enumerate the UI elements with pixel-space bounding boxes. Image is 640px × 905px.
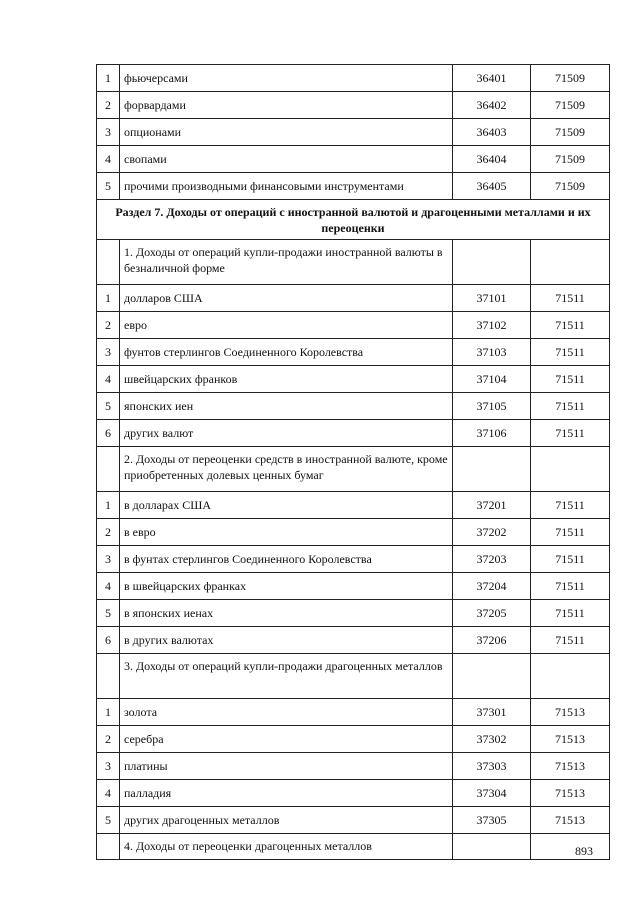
row-number: 1 — [97, 492, 120, 519]
row-label: прочими производными финансовыми инструментами — [120, 173, 453, 200]
account-code: 37303 — [453, 753, 531, 780]
account-code: 37304 — [453, 780, 531, 807]
table-row — [97, 780, 610, 807]
row-number: 1 — [97, 699, 120, 726]
row-number: 4 — [97, 366, 120, 393]
row-label: в швейцарских франках — [120, 573, 453, 600]
page-number: 893 — [575, 844, 593, 858]
section-heading-row — [97, 200, 610, 240]
row-number: 3 — [97, 753, 120, 780]
row-label: японских иен — [120, 393, 453, 420]
table-row — [97, 753, 610, 780]
row-number: 5 — [97, 393, 120, 420]
table-row — [97, 420, 610, 447]
symbol-code: 71513 — [531, 807, 610, 834]
account-code: 37301 — [453, 699, 531, 726]
accounts-table — [96, 64, 610, 860]
group-title: 3. Доходы от операций купли-продажи драгоценных металлов — [120, 654, 453, 699]
account-code: 36404 — [453, 146, 531, 173]
row-label: евро — [120, 312, 453, 339]
table-row — [97, 119, 610, 146]
symbol-code: 71511 — [531, 600, 610, 627]
table-row — [97, 699, 610, 726]
symbol-code: 71511 — [531, 492, 610, 519]
row-label: платины — [120, 753, 453, 780]
account-code: 37103 — [453, 339, 531, 366]
group-heading-row — [97, 654, 610, 699]
account-code: 36402 — [453, 92, 531, 119]
group-number-cell — [97, 447, 120, 492]
row-number: 4 — [97, 780, 120, 807]
empty-code-cell — [453, 240, 531, 285]
row-label: серебра — [120, 726, 453, 753]
account-code: 37102 — [453, 312, 531, 339]
row-number: 6 — [97, 627, 120, 654]
account-code: 37104 — [453, 366, 531, 393]
group-number-cell — [97, 834, 120, 860]
row-number: 3 — [97, 546, 120, 573]
table-row — [97, 573, 610, 600]
account-code: 37205 — [453, 600, 531, 627]
group-number-cell — [97, 240, 120, 285]
group-heading-row — [97, 834, 610, 860]
symbol-code: 71509 — [531, 65, 610, 92]
table-row — [97, 92, 610, 119]
symbol-code: 71511 — [531, 573, 610, 600]
account-code: 37106 — [453, 420, 531, 447]
table-row — [97, 627, 610, 654]
group-title: 1. Доходы от операций купли-продажи иностранной валюты в безналичной форме — [120, 240, 453, 285]
row-number: 2 — [97, 312, 120, 339]
row-label: швейцарских франков — [120, 366, 453, 393]
table-row — [97, 519, 610, 546]
symbol-code: 71511 — [531, 393, 610, 420]
table-row — [97, 65, 610, 92]
symbol-code: 71511 — [531, 285, 610, 312]
row-label: золота — [120, 699, 453, 726]
symbol-code: 71511 — [531, 420, 610, 447]
symbol-code: 71511 — [531, 627, 610, 654]
account-code: 36401 — [453, 65, 531, 92]
row-number: 1 — [97, 65, 120, 92]
row-number: 4 — [97, 146, 120, 173]
row-number: 1 — [97, 285, 120, 312]
row-label: других драгоценных металлов — [120, 807, 453, 834]
account-code: 37202 — [453, 519, 531, 546]
empty-code-cell — [453, 654, 531, 699]
row-label: палладия — [120, 780, 453, 807]
symbol-code: 71513 — [531, 780, 610, 807]
account-code: 37204 — [453, 573, 531, 600]
table-row — [97, 146, 610, 173]
symbol-code: 71513 — [531, 699, 610, 726]
row-number: 5 — [97, 173, 120, 200]
account-code: 37201 — [453, 492, 531, 519]
row-number: 5 — [97, 807, 120, 834]
account-code: 37203 — [453, 546, 531, 573]
row-label: других валют — [120, 420, 453, 447]
account-code: 36403 — [453, 119, 531, 146]
table-row — [97, 173, 610, 200]
group-heading-row — [97, 240, 610, 285]
row-number: 5 — [97, 600, 120, 627]
row-label: долларов США — [120, 285, 453, 312]
account-code: 37302 — [453, 726, 531, 753]
row-number: 2 — [97, 92, 120, 119]
symbol-code: 71511 — [531, 312, 610, 339]
symbol-code: 71509 — [531, 119, 610, 146]
account-code: 37305 — [453, 807, 531, 834]
table-row — [97, 339, 610, 366]
row-label: фьючерсами — [120, 65, 453, 92]
account-code: 37101 — [453, 285, 531, 312]
table-row — [97, 393, 610, 420]
row-label: в других валютах — [120, 627, 453, 654]
row-number: 2 — [97, 519, 120, 546]
section-title: Раздел 7. Доходы от операций с иностранной валютой и драгоценными металлами и их переоценки — [97, 200, 610, 240]
table-row — [97, 807, 610, 834]
row-number: 6 — [97, 420, 120, 447]
row-number: 2 — [97, 726, 120, 753]
row-label: в евро — [120, 519, 453, 546]
empty-code-cell — [453, 834, 531, 860]
account-code: 37105 — [453, 393, 531, 420]
row-label: в японских иенах — [120, 600, 453, 627]
row-label: в долларах США — [120, 492, 453, 519]
symbol-code: 71513 — [531, 753, 610, 780]
empty-code-cell — [531, 240, 610, 285]
table-row — [97, 285, 610, 312]
row-label: свопами — [120, 146, 453, 173]
table-row — [97, 600, 610, 627]
symbol-code: 71511 — [531, 366, 610, 393]
symbol-code: 71513 — [531, 726, 610, 753]
group-number-cell — [97, 654, 120, 699]
row-number: 3 — [97, 119, 120, 146]
group-title: 2. Доходы от переоценки средств в иностранной валюте, кроме приобретенных долевых ценных бумаг — [120, 447, 453, 492]
empty-code-cell — [531, 447, 610, 492]
table-row — [97, 312, 610, 339]
symbol-code: 71511 — [531, 546, 610, 573]
row-label: в фунтах стерлингов Соединенного Королевства — [120, 546, 453, 573]
symbol-code: 71509 — [531, 173, 610, 200]
symbol-code: 71511 — [531, 519, 610, 546]
row-label: фунтов стерлингов Соединенного Королевства — [120, 339, 453, 366]
group-heading-row — [97, 447, 610, 492]
account-code: 37206 — [453, 627, 531, 654]
symbol-code: 71509 — [531, 146, 610, 173]
group-title: 4. Доходы от переоценки драгоценных металлов — [120, 834, 453, 860]
empty-code-cell — [453, 447, 531, 492]
row-label: опционами — [120, 119, 453, 146]
table-row — [97, 546, 610, 573]
row-number: 3 — [97, 339, 120, 366]
account-code: 36405 — [453, 173, 531, 200]
symbol-code: 71509 — [531, 92, 610, 119]
symbol-code: 71511 — [531, 339, 610, 366]
table-row — [97, 492, 610, 519]
table-row — [97, 366, 610, 393]
table-row — [97, 726, 610, 753]
row-number: 4 — [97, 573, 120, 600]
empty-code-cell — [531, 654, 610, 699]
row-label: форвардами — [120, 92, 453, 119]
empty-code-cell — [531, 834, 610, 860]
